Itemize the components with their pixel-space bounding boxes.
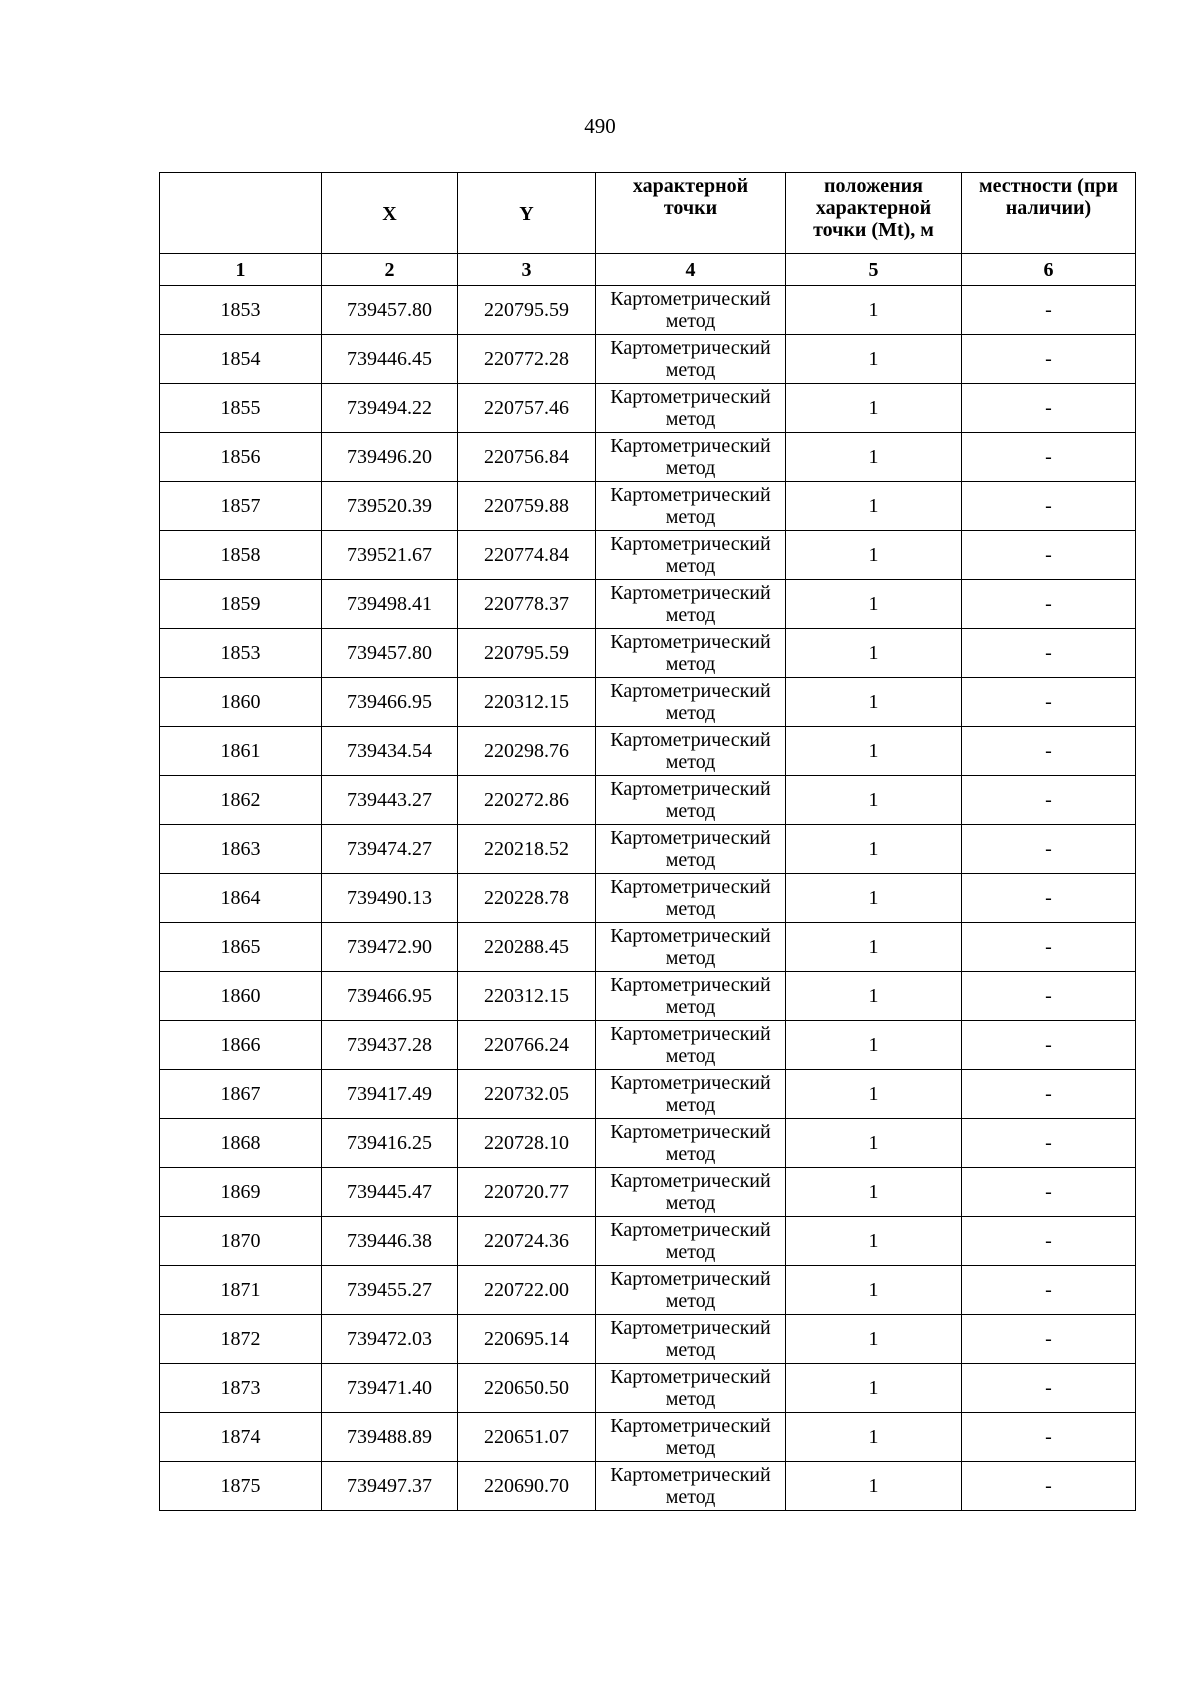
method-cell: Картометрический метод (596, 433, 786, 482)
accuracy-cell: 1 (786, 531, 962, 580)
y-coordinate-cell: 220766.24 (458, 1021, 596, 1070)
accuracy-cell: 1 (786, 335, 962, 384)
description-cell: - (962, 972, 1136, 1021)
table-row (160, 433, 1136, 482)
point-number-cell: 1856 (160, 433, 322, 482)
header-cell-point-number (160, 173, 322, 254)
description-cell: - (962, 1070, 1136, 1119)
header-cell-method: характерной точки (596, 173, 786, 254)
table-row (160, 1168, 1136, 1217)
point-number-cell: 1875 (160, 1462, 322, 1511)
point-number-cell: 1862 (160, 776, 322, 825)
accuracy-cell: 1 (786, 1217, 962, 1266)
method-cell: Картометрический метод (596, 1462, 786, 1511)
table-row (160, 1217, 1136, 1266)
description-cell: - (962, 482, 1136, 531)
x-coordinate-cell: 739457.80 (322, 629, 458, 678)
y-coordinate-cell: 220795.59 (458, 629, 596, 678)
y-coordinate-cell: 220651.07 (458, 1413, 596, 1462)
point-number-cell: 1870 (160, 1217, 322, 1266)
accuracy-cell: 1 (786, 433, 962, 482)
table-row (160, 1413, 1136, 1462)
accuracy-cell: 1 (786, 1462, 962, 1511)
accuracy-cell: 1 (786, 1266, 962, 1315)
method-cell: Картометрический метод (596, 1070, 786, 1119)
x-coordinate-cell: 739472.90 (322, 923, 458, 972)
description-cell: - (962, 580, 1136, 629)
y-coordinate-cell: 220298.76 (458, 727, 596, 776)
method-cell: Картометрический метод (596, 384, 786, 433)
table-header-row (160, 173, 1136, 254)
table-row (160, 629, 1136, 678)
description-cell: - (962, 1364, 1136, 1413)
x-coordinate-cell: 739471.40 (322, 1364, 458, 1413)
method-cell: Картометрический метод (596, 972, 786, 1021)
accuracy-cell: 1 (786, 972, 962, 1021)
description-cell: - (962, 825, 1136, 874)
accuracy-cell: 1 (786, 874, 962, 923)
point-number-cell: 1855 (160, 384, 322, 433)
x-coordinate-cell: 739498.41 (322, 580, 458, 629)
x-coordinate-cell: 739474.27 (322, 825, 458, 874)
table-row (160, 874, 1136, 923)
method-cell: Картометрический метод (596, 1315, 786, 1364)
table-row (160, 1070, 1136, 1119)
method-cell: Картометрический метод (596, 286, 786, 335)
x-coordinate-cell: 739496.20 (322, 433, 458, 482)
x-coordinate-cell: 739434.54 (322, 727, 458, 776)
description-cell: - (962, 1315, 1136, 1364)
table-row (160, 776, 1136, 825)
method-cell: Картометрический метод (596, 1021, 786, 1070)
table-row (160, 1021, 1136, 1070)
table-row (160, 531, 1136, 580)
method-cell: Картометрический метод (596, 825, 786, 874)
accuracy-cell: 1 (786, 1119, 962, 1168)
accuracy-cell: 1 (786, 727, 962, 776)
point-number-cell: 1868 (160, 1119, 322, 1168)
table-body (160, 286, 1136, 1511)
table-row (160, 825, 1136, 874)
point-number-cell: 1858 (160, 531, 322, 580)
point-number-cell: 1861 (160, 727, 322, 776)
method-cell: Картометрический метод (596, 482, 786, 531)
table-row (160, 1462, 1136, 1511)
table-row (160, 1315, 1136, 1364)
y-coordinate-cell: 220724.36 (458, 1217, 596, 1266)
method-cell: Картометрический метод (596, 1266, 786, 1315)
x-coordinate-cell: 739520.39 (322, 482, 458, 531)
point-number-cell: 1860 (160, 972, 322, 1021)
point-number-cell: 1857 (160, 482, 322, 531)
column-number-cell: 5 (786, 254, 962, 286)
table-row (160, 482, 1136, 531)
x-coordinate-cell: 739494.22 (322, 384, 458, 433)
method-cell: Картометрический метод (596, 678, 786, 727)
y-coordinate-cell: 220272.86 (458, 776, 596, 825)
point-number-cell: 1871 (160, 1266, 322, 1315)
description-cell: - (962, 286, 1136, 335)
y-coordinate-cell: 220778.37 (458, 580, 596, 629)
method-cell: Картометрический метод (596, 1119, 786, 1168)
point-number-cell: 1854 (160, 335, 322, 384)
accuracy-cell: 1 (786, 1070, 962, 1119)
table-row (160, 580, 1136, 629)
y-coordinate-cell: 220795.59 (458, 286, 596, 335)
table-row (160, 1119, 1136, 1168)
y-coordinate-cell: 220312.15 (458, 972, 596, 1021)
table-row (160, 923, 1136, 972)
x-coordinate-cell: 739488.89 (322, 1413, 458, 1462)
point-number-cell: 1874 (160, 1413, 322, 1462)
x-coordinate-cell: 739497.37 (322, 1462, 458, 1511)
header-cell-y: Y (458, 173, 596, 254)
table-row (160, 678, 1136, 727)
y-coordinate-cell: 220218.52 (458, 825, 596, 874)
point-number-cell: 1869 (160, 1168, 322, 1217)
description-cell: - (962, 874, 1136, 923)
column-number-cell: 3 (458, 254, 596, 286)
method-cell: Картометрический метод (596, 727, 786, 776)
description-cell: - (962, 1266, 1136, 1315)
x-coordinate-cell: 739521.67 (322, 531, 458, 580)
description-cell: - (962, 1413, 1136, 1462)
x-coordinate-cell: 739445.47 (322, 1168, 458, 1217)
y-coordinate-cell: 220732.05 (458, 1070, 596, 1119)
table-row (160, 972, 1136, 1021)
method-cell: Картометрический метод (596, 923, 786, 972)
y-coordinate-cell: 220720.77 (458, 1168, 596, 1217)
accuracy-cell: 1 (786, 580, 962, 629)
y-coordinate-cell: 220695.14 (458, 1315, 596, 1364)
point-number-cell: 1873 (160, 1364, 322, 1413)
accuracy-cell: 1 (786, 482, 962, 531)
point-number-cell: 1867 (160, 1070, 322, 1119)
point-number-cell: 1866 (160, 1021, 322, 1070)
description-cell: - (962, 1168, 1136, 1217)
y-coordinate-cell: 220756.84 (458, 433, 596, 482)
header-cell-accuracy: положения характерной точки (Mt), м (786, 173, 962, 254)
method-cell: Картометрический метод (596, 1413, 786, 1462)
method-cell: Картометрический метод (596, 531, 786, 580)
point-number-cell: 1853 (160, 629, 322, 678)
x-coordinate-cell: 739443.27 (322, 776, 458, 825)
table-row (160, 384, 1136, 433)
x-coordinate-cell: 739446.38 (322, 1217, 458, 1266)
y-coordinate-cell: 220690.70 (458, 1462, 596, 1511)
point-number-cell: 1859 (160, 580, 322, 629)
description-cell: - (962, 531, 1136, 580)
accuracy-cell: 1 (786, 629, 962, 678)
description-cell: - (962, 335, 1136, 384)
point-number-cell: 1863 (160, 825, 322, 874)
y-coordinate-cell: 220772.28 (458, 335, 596, 384)
x-coordinate-cell: 739416.25 (322, 1119, 458, 1168)
method-cell: Картометрический метод (596, 1217, 786, 1266)
x-coordinate-cell: 739417.49 (322, 1070, 458, 1119)
description-cell: - (962, 384, 1136, 433)
accuracy-cell: 1 (786, 1413, 962, 1462)
method-cell: Картометрический метод (596, 1364, 786, 1413)
x-coordinate-cell: 739457.80 (322, 286, 458, 335)
description-cell: - (962, 1217, 1136, 1266)
y-coordinate-cell: 220228.78 (458, 874, 596, 923)
table-row (160, 335, 1136, 384)
table-row (160, 727, 1136, 776)
method-cell: Картометрический метод (596, 874, 786, 923)
y-coordinate-cell: 220759.88 (458, 482, 596, 531)
description-cell: - (962, 1021, 1136, 1070)
column-number-cell: 1 (160, 254, 322, 286)
accuracy-cell: 1 (786, 923, 962, 972)
point-number-cell: 1853 (160, 286, 322, 335)
y-coordinate-cell: 220774.84 (458, 531, 596, 580)
y-coordinate-cell: 220728.10 (458, 1119, 596, 1168)
column-number-row (160, 254, 1136, 286)
header-cell-description: местности (при наличии) (962, 173, 1136, 254)
x-coordinate-cell: 739455.27 (322, 1266, 458, 1315)
description-cell: - (962, 1119, 1136, 1168)
point-number-cell: 1865 (160, 923, 322, 972)
column-number-cell: 6 (962, 254, 1136, 286)
x-coordinate-cell: 739472.03 (322, 1315, 458, 1364)
method-cell: Картометрический метод (596, 335, 786, 384)
column-number-cell: 4 (596, 254, 786, 286)
y-coordinate-cell: 220650.50 (458, 1364, 596, 1413)
point-number-cell: 1864 (160, 874, 322, 923)
accuracy-cell: 1 (786, 1364, 962, 1413)
column-number-cell: 2 (322, 254, 458, 286)
x-coordinate-cell: 739446.45 (322, 335, 458, 384)
description-cell: - (962, 727, 1136, 776)
page-number: 490 (584, 114, 616, 138)
table-row (160, 286, 1136, 335)
x-coordinate-cell: 739490.13 (322, 874, 458, 923)
header-cell-x: X (322, 173, 458, 254)
point-number-cell: 1872 (160, 1315, 322, 1364)
description-cell: - (962, 1462, 1136, 1511)
accuracy-cell: 1 (786, 384, 962, 433)
y-coordinate-cell: 220312.15 (458, 678, 596, 727)
accuracy-cell: 1 (786, 825, 962, 874)
point-number-cell: 1860 (160, 678, 322, 727)
y-coordinate-cell: 220757.46 (458, 384, 596, 433)
accuracy-cell: 1 (786, 776, 962, 825)
description-cell: - (962, 923, 1136, 972)
method-cell: Картометрический метод (596, 580, 786, 629)
table-row (160, 1266, 1136, 1315)
description-cell: - (962, 776, 1136, 825)
description-cell: - (962, 629, 1136, 678)
accuracy-cell: 1 (786, 286, 962, 335)
description-cell: - (962, 433, 1136, 482)
accuracy-cell: 1 (786, 1315, 962, 1364)
accuracy-cell: 1 (786, 1021, 962, 1070)
method-cell: Картометрический метод (596, 1168, 786, 1217)
coordinates-table (159, 172, 1136, 1511)
y-coordinate-cell: 220722.00 (458, 1266, 596, 1315)
table-row (160, 1364, 1136, 1413)
x-coordinate-cell: 739466.95 (322, 972, 458, 1021)
y-coordinate-cell: 220288.45 (458, 923, 596, 972)
x-coordinate-cell: 739437.28 (322, 1021, 458, 1070)
description-cell: - (962, 678, 1136, 727)
x-coordinate-cell: 739466.95 (322, 678, 458, 727)
method-cell: Картометрический метод (596, 629, 786, 678)
method-cell: Картометрический метод (596, 776, 786, 825)
accuracy-cell: 1 (786, 1168, 962, 1217)
accuracy-cell: 1 (786, 678, 962, 727)
